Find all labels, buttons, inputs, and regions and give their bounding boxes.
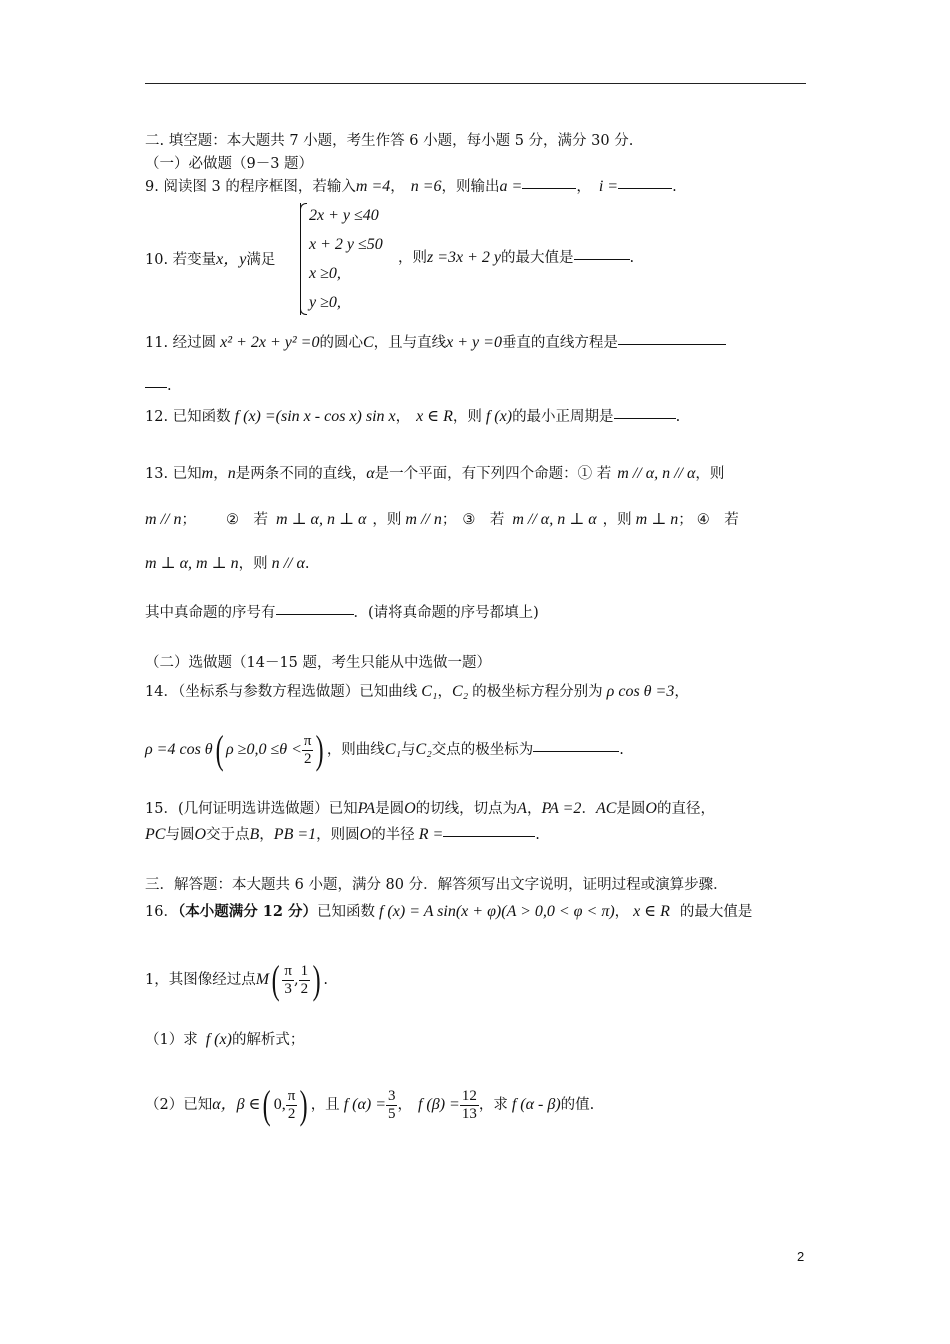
q11-mid2: ，且与直线 [373,335,447,351]
q13-alpha: α [366,465,375,482]
question-15: 15．(几何证明选讲选做题）已知PA是圆O的切线，切点为A，PA =2．AC是圆O的直径， [145,800,715,817]
q14-condition: ρ ≥0,0 ≤θ < [226,741,302,758]
q14-then: ，则曲线 [326,742,385,758]
q15-mid8: 的半径 [371,827,415,843]
q16-p2-left-paren: ( [263,1082,272,1127]
q14-right-paren: ) [316,727,325,772]
q13-n: n [227,465,236,482]
q16-part-1 [145,1028,304,1049]
q10-brace [300,203,309,315]
q9-n: n =6 [410,178,442,195]
q16-number: 16． [145,904,178,920]
q15-mid1: 是圆 [375,801,405,817]
q12-domain: x ∈ R [416,408,453,425]
q13-then-2: ，则 [372,512,402,528]
q13-ask [145,601,539,622]
q16-text: 已知函数 [316,904,375,920]
q13-mid2: 是一个平面，有下列四个命题：① 若 [374,466,612,482]
q14-left-paren: ( [215,727,224,772]
required-heading: （一）必做题（9－3 题） [145,156,314,172]
q16-post: 的最大值是 [679,904,753,920]
q15-pa: PA [357,800,376,817]
q15-o-2: O [645,800,657,817]
q13-line-3: m ⊥ α, m ⊥ n，则 n // α. [145,555,310,572]
question-10 [145,246,275,269]
q13-then-4: ，则 [238,556,268,572]
q10-post: 的最大值是 [501,250,574,266]
q14-with: 与 [401,742,416,758]
q11-circle: x² + 2x + y² =0 [220,334,320,351]
q11-text: 11. 经过圆 [145,335,217,351]
question-14: 14．（坐标系与参数方程选做题）已知曲线 C₁，C₂ 的极坐标方程分别为 ρ cos θ =3， [145,683,689,700]
q13-then-1: ，则 [695,466,725,482]
q16-frac-pi2 [286,1088,298,1123]
q16-frac-3: 3 [284,980,292,997]
q9-text: 9. 阅读图 3 的程序框图，若输入 [145,179,356,195]
q16-p1-fx: f (x) [205,1031,232,1048]
q15-mid4: 的直径， [656,801,715,817]
q16-frac-2: 2 [300,980,309,997]
q9-blank-i[interactable] [618,187,672,189]
q12-fx: f (x) [485,408,513,425]
q16-domain: x ∈ R [633,903,670,920]
q15-a: A [517,800,527,817]
q13-line-2: m // n； ② 若 m ⊥ α, n ⊥ α ，则 m // n； ③ 若 m // α, n ⊥ α ，则 m ⊥ n； ④ 若 [145,511,739,528]
q14-eq1: ρ cos θ =3 [606,683,675,700]
q16-frac-pi3 [282,963,294,998]
q14-fraction [302,733,314,768]
q13-result-4: n // α [271,555,305,572]
q14-text: 14．（坐标系与参数方程选做题）已知曲线 [145,684,418,700]
q16-line2-text: 1，其图像经过点 [145,972,256,988]
q16-p1-label: （1）求 [145,1032,198,1048]
q13-note: ．(请将真命题的序号都填上) [353,605,539,621]
q13-ask-text: 其中真命题的序号有 [145,605,276,621]
q16-frac-13: 13 [461,1105,477,1122]
question-16: 16．（本小题满分 12 分）已知函数 f (x) = A sin(x + φ)(A > 0,0 < φ < π)， x ∈ R 的最大值是 [145,903,753,920]
q16-and: ，且 [310,1097,340,1113]
q10-text: 10. 若变量 [145,252,217,268]
q10-objective: z =3x + 2 y [427,249,502,266]
q10-constraint-3: x ≥0, [309,265,341,282]
q14-post: 交点的极坐标为 [431,742,534,758]
q16-line-2: 1，其图像经过点M( $\frac{\pi}{3}$ , $\frac{1}{2}$ ) . [145,957,329,1002]
q15-pc: PC [145,826,166,843]
section3-heading: 三．解答题：本大题共 6 小题，满分 80 分．解答须写出文字说明，证明过程或演算步骤． [145,877,728,893]
q11-line: x + y =0 [446,334,502,351]
question-12: 12. 已知函数 f (x) =(sin x - cos x) sin x， x ∈ R，则 f (x)的最小正周期是 . [145,408,681,425]
q16-p2-right-paren: ) [300,1082,309,1127]
elective-heading: （二）选做题（14－15 题，考生只能从中选做一题） [145,655,492,671]
q13-premise-4: m ⊥ α, m ⊥ n [145,555,239,572]
q14-frac-num: π [303,732,312,749]
q15-pa-length: PA =2 [541,800,582,817]
q13-result-2: m // n [405,511,442,528]
q16-frac-3-5 [386,1088,398,1123]
q12-blank[interactable] [614,417,676,419]
q12-function: f (x) =(sin x - cos x) sin x [234,408,396,425]
q11-mid1: 的圆心 [319,335,363,351]
q13-blank[interactable] [276,613,354,615]
q15-mid3: 是圆 [616,801,646,817]
q16-frac-5: 5 [387,1105,396,1122]
question-13: 13. 已知m，n是两条不同的直线，α是一个平面，有下列四个命题：① 若 m // α, n // α，则 [145,465,725,482]
section2-heading: 二. 填空题：本大题共 7 小题，考生作答 6 小题，每小题 5 分，满分 30 分. [145,133,634,149]
q15-text: 15．(几何证明选讲选做题）已知 [145,801,358,817]
q11-blank[interactable] [618,343,726,345]
q12-post: 的最小正周期是 [512,409,614,425]
q14-line-2: ρ =4 cos θ( ρ ≥0,0 ≤θ < $\frac{\pi}{2}$ ) ，则曲线C₁与C₂交点的极坐标为 . [145,727,624,772]
q15-line-2: PC与圆O交于点B，PB =1，则圆O的半径 R = . [145,826,540,843]
q16-function: f (x) = A sin(x + φ)(A > 0,0 < φ < π) [378,903,615,920]
q16-frac-half [299,963,311,998]
q15-o: O [404,800,416,817]
q11-blank-continued: . [145,378,172,394]
q15-o-4: O [359,826,372,843]
q12-text: 12. 已知函数 [145,409,231,425]
q16-left-paren: ( [271,957,280,1002]
q16-p2-label: （2）已知 [145,1097,213,1113]
q16-frac-12: 12 [461,1087,477,1104]
q13-premise-2: m ⊥ α, n ⊥ α [275,511,367,528]
q16-frac-pi: π [284,962,292,979]
q10-constraint-2: x + 2 y ≤50 [309,236,383,253]
q16-alpha-beta: α，β ∈ [212,1096,261,1113]
page-number: 2 [797,1249,805,1264]
q9-a: a = [499,178,523,195]
q16-f-alpha-beta: f (α - β) [511,1096,561,1113]
question-11 [145,331,726,352]
q10-constraint-1: 2x + y ≤40 [309,207,379,224]
q16-frac-2-b: 2 [287,1105,296,1122]
q13-then-3: ，则 [602,512,632,528]
q14-blank[interactable] [533,750,619,752]
q14-frac-den: 2 [303,750,312,767]
q14-curve-2: C₂ [415,741,432,758]
q15-ac: AC [595,800,617,817]
q13-result-3: m ⊥ n [635,511,679,528]
q15-o-3: O [194,826,207,843]
q16-point-m: M [255,971,270,988]
q15-pb: PB =1 [273,826,317,843]
q10-tail: ，则z =3x + 2 y的最大值是 . [398,249,635,266]
q15-blank[interactable] [443,835,535,837]
q15-mid7: ，则圆 [316,827,360,843]
q9-m: m =4 [355,178,391,195]
q13-label-2: ② 若 [225,512,268,528]
q15-mid6: 交于点 [206,827,250,843]
q16-frac-1: 1 [300,962,309,979]
q13-label-3: ③ 若 [462,512,505,528]
q14-c2: C₂ [451,683,469,700]
q16-f-alpha: f (α) = [343,1096,386,1113]
q14-c1: C₁ [421,683,438,700]
q12-then: ，则 [452,409,482,425]
q13-mid1: 是两条不同的直线， [235,466,367,482]
q11-center: C [362,334,374,351]
q16-score: （本小题满分 12 分） [177,903,317,920]
q10-constraint-4: y ≥0, [309,294,341,311]
q13-label-4: ④ 若 [696,512,739,528]
q13-premise-3: m // α, n ⊥ α [512,511,597,528]
q15-mid5: 与圆 [165,827,195,843]
q16-f-beta: f (β) = [417,1096,460,1113]
q15-r: R = [418,826,444,843]
q9-mid: ，则输出 [441,179,500,195]
q13-text: 13. 已知 [145,466,202,482]
q16-frac-3n: 3 [387,1087,396,1104]
q16-part-2: （2）已知α，β ∈( 0, $\frac{\pi}{2}$ ) ，且 f (α) = $\frac{3}{5}$ ， f (β) = $\frac{12}{13}$ ，求 f (α - β)的值. [145,1082,595,1127]
q10-mid: 满足 [246,252,276,268]
q10-vars: x，y [216,251,247,268]
q13-m: m [201,465,214,482]
q11-blank-2[interactable] [145,386,167,388]
q16-frac-12-13 [460,1088,479,1123]
q16-zero: 0, [273,1096,286,1113]
question-9: 9. 阅读图 3 的程序框图，若输入m =4， n =6，则输出a = ， i = . [145,178,677,195]
q16-value: 的值. [560,1097,595,1113]
q16-p1-post: 的解析式； [231,1032,305,1048]
q15-b: B [249,826,260,843]
q13-premise-1: m // α, n // α [617,465,696,482]
q14-eq2: ρ =4 cos θ [145,741,213,758]
q16-frac-pi-b: π [287,1087,296,1104]
q14-mid: 的极坐标方程分别为 [472,684,603,700]
q14-curve-1: C₁ [384,741,402,758]
q16-ask: ，求 [478,1097,508,1113]
q9-i: i = [598,178,619,195]
q16-right-paren: ) [312,957,321,1002]
q9-blank-a[interactable] [522,187,576,189]
q13-result-1: m // n [145,511,182,528]
q15-mid2: 的切线，切点为 [415,801,518,817]
q10-blank[interactable] [574,258,630,260]
header-rule [145,83,806,84]
q10-then: ，则 [398,250,427,266]
q11-post: 垂直的直线方程是 [501,335,618,351]
